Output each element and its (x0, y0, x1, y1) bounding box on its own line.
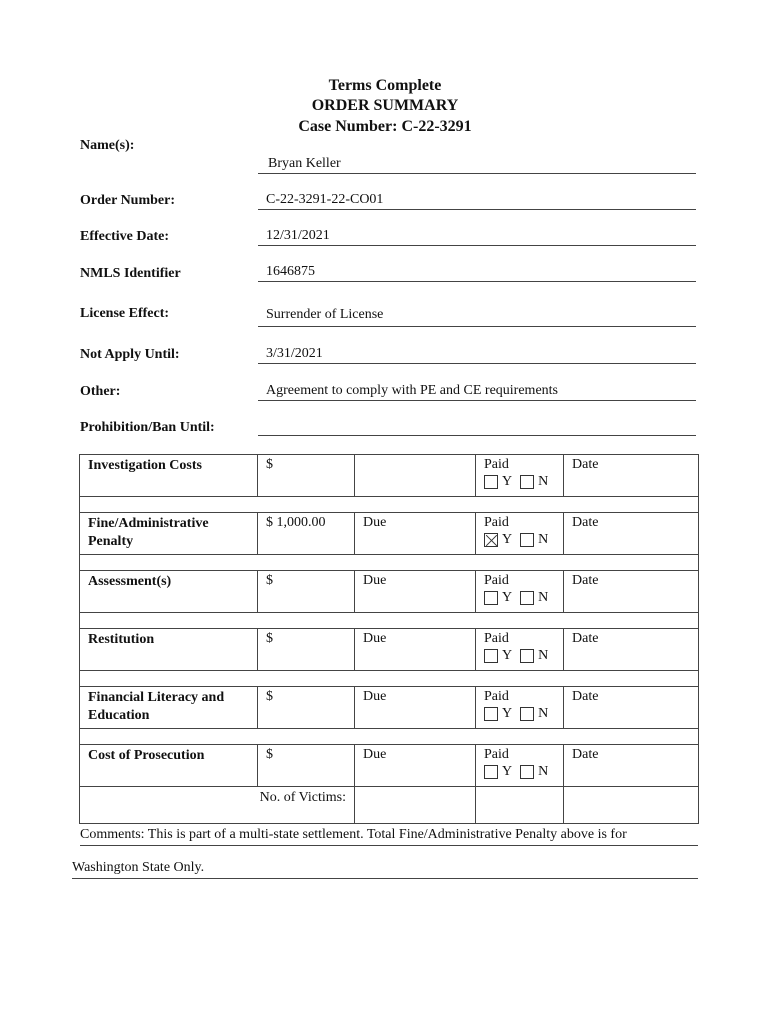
paid-yes-checkbox[interactable] (484, 591, 498, 605)
fee-row (80, 745, 699, 787)
spacer-cell (80, 671, 699, 687)
paid-no-checkbox[interactable] (520, 591, 534, 605)
fee-category: Investigation Costs (88, 458, 202, 473)
fee-category-cell (80, 745, 258, 787)
victims-empty-cell-2 (564, 787, 699, 824)
nmls-label: NMLS Identifier (80, 266, 181, 281)
fee-category: Financial Literacy and Education (88, 690, 225, 723)
fee-row-spacer (80, 671, 699, 687)
paid-yes-checkbox[interactable] (484, 533, 498, 547)
fee-date-cell[interactable] (564, 687, 699, 729)
fee-row (80, 513, 699, 555)
fee-paid-cell (476, 629, 564, 671)
paid-no-checkbox[interactable] (520, 533, 534, 547)
spacer-cell (80, 729, 699, 745)
paid-options (484, 590, 555, 606)
paid-yes-label: Y (502, 474, 513, 489)
fee-row-spacer (80, 729, 699, 745)
fees-table (79, 454, 699, 824)
document-subtitle: ORDER SUMMARY (311, 97, 459, 114)
fee-category: Cost of Prosecution (88, 748, 205, 763)
not-apply-value: 3/31/2021 (266, 346, 323, 361)
fee-row-spacer (80, 555, 699, 571)
paid-no-label: N (538, 590, 549, 605)
fee-due: Due (363, 747, 387, 762)
paid-options (484, 706, 555, 722)
paid-yes-label: Y (502, 648, 513, 663)
paid-yes-label: Y (502, 764, 513, 779)
fee-row (80, 629, 699, 671)
fee-category-cell (80, 513, 258, 555)
fee-amount-cell[interactable] (258, 571, 355, 613)
paid-no-label: N (538, 532, 549, 547)
fee-date-label: Date (572, 457, 599, 472)
paid-label: Paid (484, 747, 509, 762)
victims-label-cell (80, 787, 355, 824)
fee-due: Due (363, 515, 387, 530)
fee-date-label: Date (572, 747, 599, 762)
fee-amount-cell[interactable] (258, 513, 355, 555)
prohibition-value (258, 418, 266, 433)
fee-amount: $ 1,000.00 (266, 515, 326, 530)
paid-label: Paid (484, 457, 509, 472)
paid-label: Paid (484, 515, 509, 530)
fee-category-cell (80, 571, 258, 613)
fee-date-label: Date (572, 689, 599, 704)
fee-row-spacer (80, 613, 699, 629)
victims-count-cell[interactable] (355, 787, 476, 824)
order-number-value: C-22-3291-22-CO01 (266, 192, 384, 207)
fee-due: Due (363, 631, 387, 646)
paid-label: Paid (484, 689, 509, 704)
fee-date-cell[interactable] (564, 629, 699, 671)
fee-due-cell[interactable] (355, 629, 476, 671)
paid-no-label: N (538, 706, 549, 721)
fee-date-cell[interactable] (564, 513, 699, 555)
fee-date-label: Date (572, 573, 599, 588)
fee-category-cell (80, 687, 258, 729)
fee-category-cell (80, 455, 258, 497)
effective-date-field[interactable] (258, 226, 696, 246)
fee-paid-cell (476, 571, 564, 613)
paid-label: Paid (484, 631, 509, 646)
fee-category: Restitution (88, 632, 155, 647)
spacer-cell (80, 555, 699, 571)
license-effect-field[interactable] (258, 305, 696, 327)
fee-due: Due (363, 689, 387, 704)
other-value: Agreement to comply with PE and CE requirements (266, 383, 558, 398)
paid-no-label: N (538, 648, 549, 663)
paid-options (484, 648, 555, 664)
fee-amount-cell[interactable] (258, 745, 355, 787)
paid-options (484, 474, 555, 490)
fee-row (80, 687, 699, 729)
paid-no-checkbox[interactable] (520, 475, 534, 489)
paid-label: Paid (484, 573, 509, 588)
license-effect-value: Surrender of License (266, 307, 384, 322)
paid-yes-label: Y (502, 532, 513, 547)
fee-paid-cell (476, 687, 564, 729)
fee-due: Due (363, 573, 387, 588)
fee-paid-cell (476, 455, 564, 497)
fee-row-spacer (80, 497, 699, 513)
fee-amount-cell[interactable] (258, 629, 355, 671)
other-field[interactable] (258, 381, 696, 401)
effective-date-value: 12/31/2021 (266, 228, 330, 243)
paid-yes-checkbox[interactable] (484, 765, 498, 779)
fee-category: Fine/Administrative Penalty (88, 516, 209, 549)
fee-amount: $ (266, 573, 273, 588)
spacer-cell (80, 497, 699, 513)
fee-due-cell[interactable] (355, 455, 476, 497)
not-apply-field[interactable] (258, 344, 696, 364)
victims-row (80, 787, 699, 824)
paid-options (484, 532, 555, 548)
fee-due-cell[interactable] (355, 687, 476, 729)
fee-amount-cell[interactable] (258, 687, 355, 729)
paid-yes-checkbox[interactable] (484, 707, 498, 721)
paid-no-checkbox[interactable] (520, 765, 534, 779)
comments-line-1: Comments: This is part of a multi-state settlement. Total Fine/Administrative Penalty above is for (80, 825, 698, 846)
fee-amount: $ (266, 689, 273, 704)
fee-date-cell[interactable] (564, 571, 699, 613)
spacer-cell (80, 613, 699, 629)
paid-options (484, 764, 555, 780)
fee-due-cell[interactable] (355, 571, 476, 613)
fee-row (80, 571, 699, 613)
fee-date-label: Date (572, 515, 599, 530)
not-apply-label: Not Apply Until: (80, 347, 180, 362)
paid-yes-checkbox[interactable] (484, 649, 498, 663)
order-number-field[interactable] (258, 190, 696, 210)
victims-label: No. of Victims: (259, 790, 346, 805)
license-effect-label: License Effect: (80, 306, 170, 321)
document-title: Terms Complete (328, 77, 442, 94)
paid-no-label: N (538, 764, 549, 779)
fee-amount: $ (266, 747, 273, 762)
paid-yes-label: Y (502, 706, 513, 721)
fee-amount-cell[interactable] (258, 455, 355, 497)
other-label: Other: (80, 384, 121, 399)
paid-yes-label: Y (502, 590, 513, 605)
names-label: Name(s): (80, 138, 135, 153)
fee-amount: $ (266, 631, 273, 646)
fee-due-cell[interactable] (355, 745, 476, 787)
nmls-field[interactable] (258, 262, 696, 282)
effective-date-label: Effective Date: (80, 229, 170, 244)
paid-yes-checkbox[interactable] (484, 475, 498, 489)
fee-paid-cell (476, 745, 564, 787)
nmls-value: 1646875 (266, 264, 315, 279)
fee-paid-cell (476, 513, 564, 555)
case-number-heading: Case Number: C-22-3291 (298, 118, 472, 135)
paid-no-label: N (538, 474, 549, 489)
prohibition-field[interactable] (258, 416, 696, 436)
order-number-label: Order Number: (80, 193, 175, 208)
fee-date-cell[interactable] (564, 455, 699, 497)
comments-line-2: Washington State Only. (72, 858, 698, 879)
fee-category-cell (80, 629, 258, 671)
fee-category: Assessment(s) (88, 574, 172, 589)
prohibition-label: Prohibition/Ban Until: (80, 420, 215, 435)
names-value: Bryan Keller (268, 156, 341, 171)
fee-date-label: Date (572, 631, 599, 646)
names-field[interactable] (258, 154, 696, 174)
paid-no-checkbox[interactable] (520, 707, 534, 721)
fee-row (80, 455, 699, 497)
victims-empty-cell (476, 787, 564, 824)
fee-amount: $ (266, 457, 273, 472)
fee-due-cell[interactable] (355, 513, 476, 555)
paid-no-checkbox[interactable] (520, 649, 534, 663)
fee-date-cell[interactable] (564, 745, 699, 787)
